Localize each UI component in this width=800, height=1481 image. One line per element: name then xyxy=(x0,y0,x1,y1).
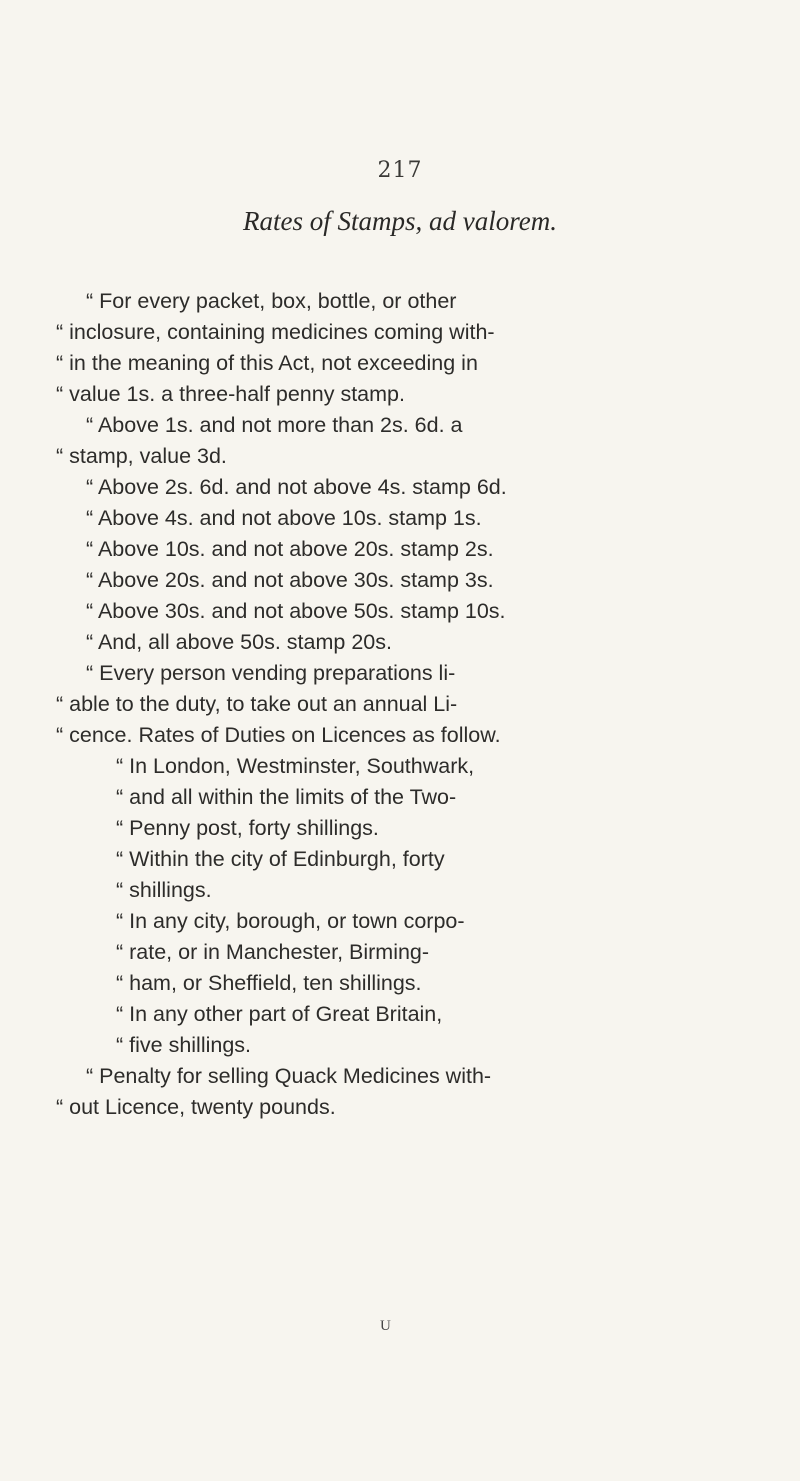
catchword: U xyxy=(380,1318,391,1334)
text-line: “ five shillings. xyxy=(116,1033,252,1057)
text-line: “ inclosure, containing medicines coming with- xyxy=(56,320,495,344)
text-line: “ In London, Westminster, Southwark, xyxy=(116,754,475,778)
page-number: 217 xyxy=(377,158,423,183)
text-line: “ And, all above 50s. stamp 20s. xyxy=(86,630,392,654)
text-line: “ able to the duty, to take out an annual Li- xyxy=(56,692,458,716)
text-line: “ Above 4s. and not above 10s. stamp 1s. xyxy=(86,506,482,530)
text-line: “ In any other part of Great Britain, xyxy=(116,1002,443,1026)
text-line: “ Above 20s. and not above 30s. stamp 3s. xyxy=(86,568,494,592)
text-line: “ Above 30s. and not above 50s. stamp 10s. xyxy=(86,599,506,623)
text-line: “ Penalty for selling Quack Medicines with- xyxy=(86,1064,492,1088)
text-line: “ ham, or Sheffield, ten shillings. xyxy=(116,971,422,995)
text-line: “ Within the city of Edinburgh, forty xyxy=(116,847,445,871)
text-line: “ cence. Rates of Duties on Licences as follow. xyxy=(56,723,501,747)
text-line: “ out Licence, twenty pounds. xyxy=(56,1095,336,1119)
text-line: “ Above 2s. 6d. and not above 4s. stamp 6d. xyxy=(86,475,507,499)
text-line: “ shillings. xyxy=(116,878,212,902)
text-line: “ rate, or in Manchester, Birming- xyxy=(116,940,430,964)
text-line: “ stamp, value 3d. xyxy=(56,444,227,468)
text-line: “ Above 1s. and not more than 2s. 6d. a xyxy=(86,413,463,437)
text-line: “ Above 10s. and not above 20s. stamp 2s. xyxy=(86,537,494,561)
text-line: “ Every person vending preparations li- xyxy=(86,661,456,685)
page-title: Rates of Stamps, ad valorem. xyxy=(243,206,557,236)
text-line: “ and all within the limits of the Two- xyxy=(116,785,457,809)
text-line: “ For every packet, box, bottle, or other xyxy=(86,289,457,313)
text-line: “ in the meaning of this Act, not exceeding in xyxy=(56,351,478,375)
text-line: “ Penny post, forty shillings. xyxy=(116,816,379,840)
text-line: “ In any city, borough, or town corpo- xyxy=(116,909,465,933)
text-line: “ value 1s. a three-half penny stamp. xyxy=(56,382,405,406)
